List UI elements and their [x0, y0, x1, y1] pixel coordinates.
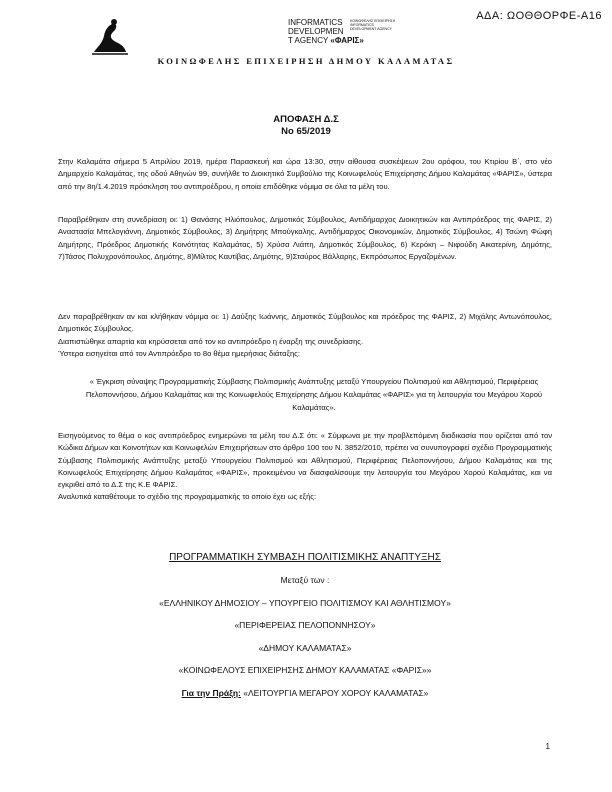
agency-line-3: T AGENCY «ΦΑΡΙΣ»	[288, 36, 364, 45]
agenda-intro-text: Ύστερα εισηγείται από τον Αντιπρόεδρο το 8ο θέμα ημερήσιας διάταξης:	[58, 348, 300, 358]
paragraph-attendees	[58, 214, 552, 263]
agency-line-2: DEVELOPMEN	[288, 27, 344, 36]
absent-text: Δεν παραβρέθηκαν αν και κλήθηκαν νόμιμα οι: 1) Δαύξης Ιωάννης, Δημοτικός Σύμβουλος και πρόεδρος της ΦΑΡΙΣ, 2) Μιχάλης Αντωνόπουλος, Δημοτικός Σύμβουλος.	[58, 312, 552, 334]
attendees-text: Παραβρέθηκαν στη συνεδρίαση οι: 1) Θανάσης Ηλιόπουλος, Δημοτικός Σύμβουλος, Αντιδήμαρχος Διοικητικών και Αντιπρόεδρος της ΦΑΡΙΣ, 2) Αναστασία Μπελογιάννη, Δημοτικός Σύμβουλος, 3) Δημήτρης Μπούγκαλης, Αντιδήμαρχος Οικονομικών, Δημοτικός Σύμβουλος, 4) Τσώνη Φώφη Δημήτρης, Πρόεδρος Δημοτικής Κοινότητας Καλαμάτας, 5) Χρύσα Λιάπη, Δημοτικός Σύμβουλος, 6) Κερόκη – Νιφούδη Αικατερίνη, Δημότης, 7)Τάσος Πολυχρονόπουλος, Δημότης, 8)Μίλτος Καυτίβας, Δημότης, 9)Σταύρος Βάλλαρης, Εκπρόσωπος Εργαζομένων.	[58, 215, 552, 261]
briefing-text: Εισηγούμενος το θέμα ο κος αντιπρόεδρος ενημερώνει τα μέλη του Δ.Σ ότι: « Σύμφωνα με την προβλεπόμενη διαδικασία που ορίζεται από τον Κώδικα Δήμων και Κοινοτήτων και Κοινωφελών Επιχειρήσεων στο άρθρο 100 του Ν. 3852/2010, πρέπει να συνυπογραφεί σχέδιο Προγραμματικής Σύμβασης Πολιτισμικής Ανάπτυξης μεταξύ Υπουργείου Πολιτισμού και Αθλητισμού, Περιφέρειας Πελοποννήσου, Δήμου Καλαμάτας και της Κοινωφελούς Επιχείρησης Δήμου Καλαμάτας «ΦΑΡΙΣ», προκειμένου να διασφαλίσουμε την λειτουργία του Μεγάρου Χορού Καλαμάτας, και να εγκριθεί από το Δ.Σ της Κ.Ε ΦΑΡΙΣ.	[58, 431, 552, 490]
agency-tiny-text	[350, 19, 430, 31]
agency-line-1: INFORMATICS	[288, 18, 343, 27]
meeting-text: Στην Καλαμάτα σήμερα 5 Απριλίου 2019, ημέρα Παρασκευή και ώρα 13:30, στην αίθουσα συσκέψεων 2ου ορόφου, του Κτιρίου Β΄, στο νέο Δημαρχείο Καλαμάτας, της οδού Αθηνών 99, συνήλθε το Διοικητικό Συμβούλιο της Κοινωφελούς Επιχείρησης Δήμου Καλαμάτας «ΦΑΡΙΣ», ύστερα από την 8η/1.4.2019 πρόσκληση του αντιπροέδρου, η οποία επιδόθηκε νόμιμα σε όλα τα μέλη του.	[58, 157, 552, 191]
brand-name: «ΦΑΡΙΣ»	[330, 36, 364, 45]
organization-name: ΚΟΙΝΩΦΕΛΗΣ ΕΠΙΧΕΙΡΗΣΗ ΔΗΜΟΥ ΚΑΛΑΜΑΤΑΣ	[157, 56, 455, 66]
draft-intro-text: Αναλυτικά καταθέτουμε το σχέδιο της προγραμματικής το οποίο έχει ως εξής:	[58, 492, 317, 502]
tiny-line-1: ΚΟΙΝΩΦΕΛΗΣ ΕΠΙΧΕΙΡΗΣΗ	[350, 19, 396, 23]
ada-code: ΑΔΑ: ΩΟΘΘΟΡΦΕ-Α16	[476, 10, 602, 22]
decision-heading	[0, 114, 612, 138]
contract-party-faris: «ΚΟΙΝΩΦΕΛΟΥΣ ΕΠΙΧΕΙΡΗΣΗΣ ΔΗΜΟΥ ΚΑΛΑΜΑΤΑΣ «ΦΑΡΙΣ»»	[178, 665, 432, 675]
paragraph-meeting	[58, 156, 552, 193]
decision-number: Νο 65/2019	[281, 126, 331, 137]
contract-action	[58, 688, 552, 698]
paragraph-briefing	[58, 430, 552, 504]
agenda-item-quote: « Έγκριση σύναψης Προγραμματικής Σύμβασης Πολιτισμικής Ανάπτυξης μεταξύ Υπουργείου Πολιτισμού και Αθλητισμού, Περιφέρειας Πελοποννήσου, Δήμου Καλαμάτας και της Κοινωφελούς Επιχείρησης Δήμου Καλαμάτας «ΦΑΡΙΣ» για τη λειτουργία του Μεγάρου Χορού Καλαμάτας».	[85, 377, 543, 412]
contract-party-municipality: «ΔΗΜΟΥ ΚΑΛΑΜΑΤΑΣ»	[258, 642, 352, 653]
paragraph-absent	[58, 311, 552, 360]
contract-action-value: «ΛΕΙΤΟΥΡΓΙΑ ΜΕΓΑΡΟΥ ΧΟΡΟΥ ΚΑΛΑΜΑΤΑΣ»	[240, 687, 429, 698]
contract-party-region: «ΠΕΡΙΦΕΡΕΙΑΣ ΠΕΛΟΠΟΝΝΗΣΟΥ»	[234, 620, 376, 630]
decision-title: ΑΠΟΦΑΣΗ Δ.Σ	[273, 114, 339, 125]
page-number: 1	[545, 742, 550, 751]
contract-action-label: Για την Πράξη:	[181, 687, 241, 698]
quorum-text: Διαπιστώθηκε απαρτία και κηρύσσεται από τον κο αντιπρόεδρο η έναρξη της συνεδρίασης.	[58, 336, 364, 346]
tiny-line-3: DEVELOPMENT AGENCY	[350, 27, 392, 31]
tiny-line-2: INFORMATICS	[350, 23, 374, 27]
contract-between: Μεταξύ των :	[280, 575, 330, 585]
contract-party-ministry: «ΕΛΛΗΝΙΚΟΥ ΔΗΜΟΣΙΟΥ – ΥΠΟΥΡΓΕΙΟ ΠΟΛΙΤΙΣΜΟΥ ΚΑΙ ΑΘΛΗΤΙΣΜΟΥ»	[159, 597, 451, 608]
contract-section	[58, 552, 552, 710]
contract-title: ΠΡΟΓΡΑΜΜΑΤΙΚΗ ΣΥΜΒΑΣΗ ΠΟΛΙΤΙΣΜΙΚΗΣ ΑΝΑΠΤΥΞΗΣ	[169, 552, 441, 563]
faris-logo-icon	[88, 16, 130, 58]
